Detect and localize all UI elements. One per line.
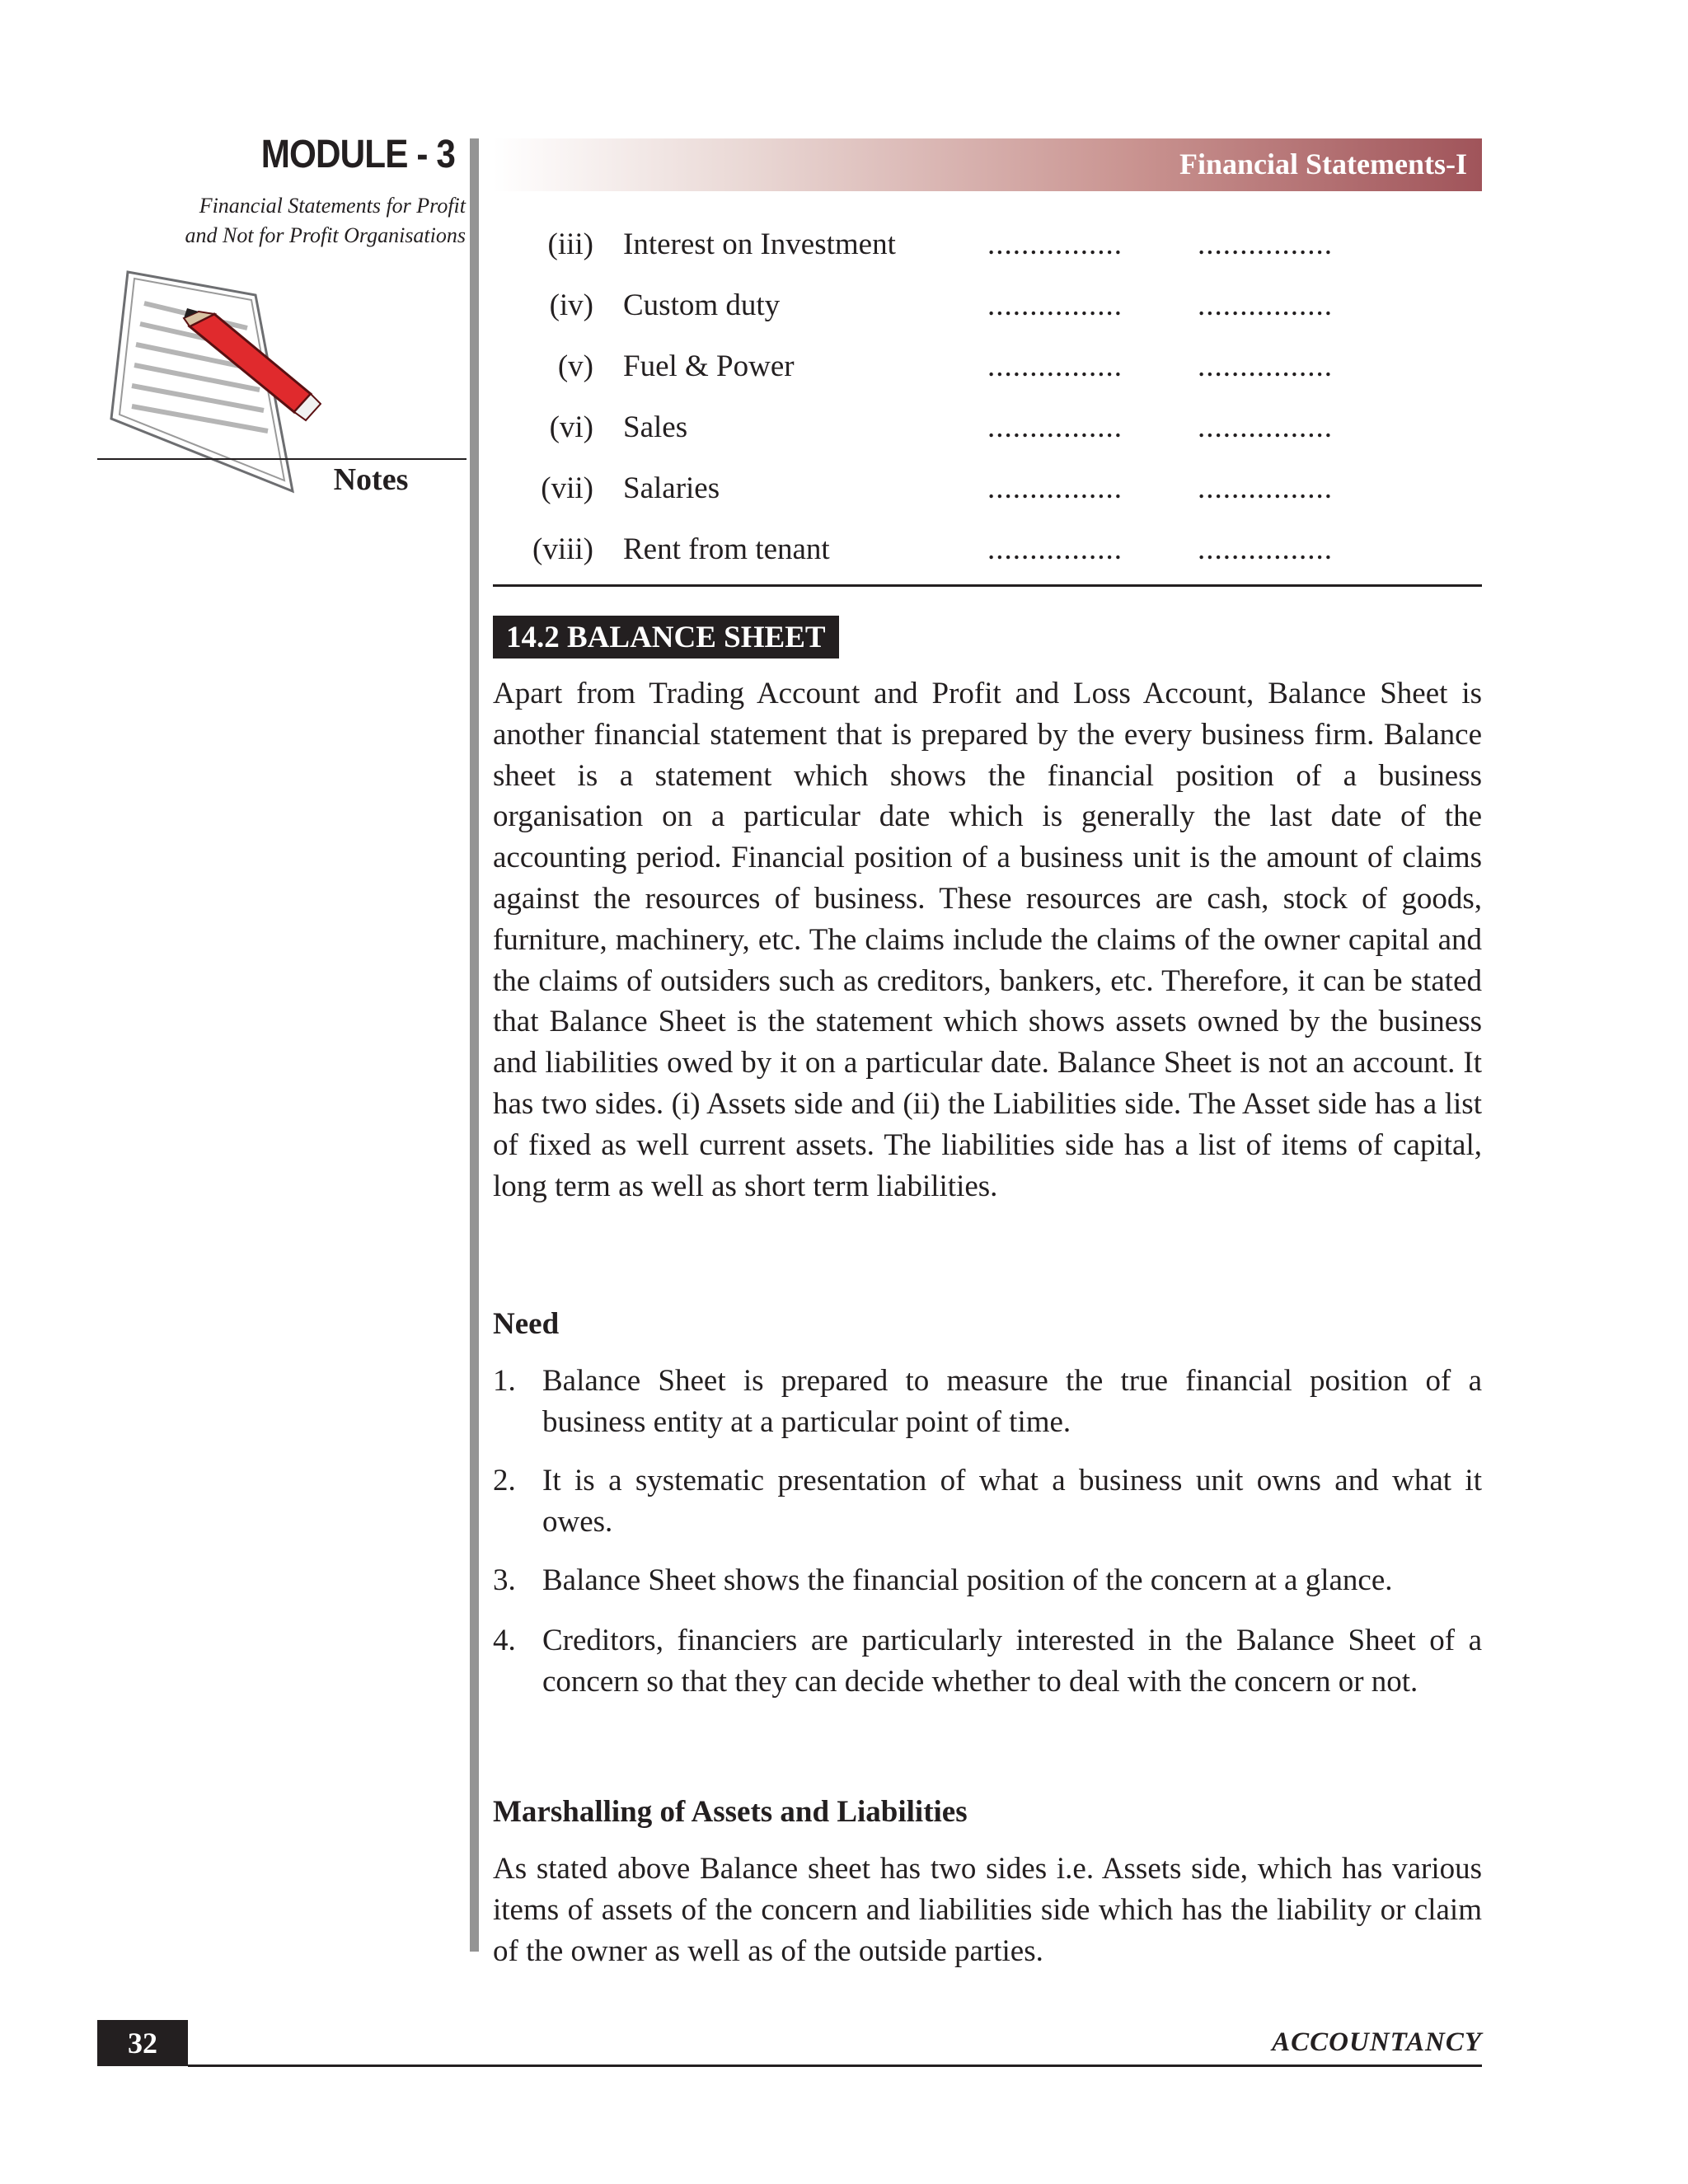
question-number: (viii) — [532, 532, 593, 566]
question-number: (iii) — [547, 227, 593, 261]
answer-blank: ................ — [1198, 288, 1333, 322]
need-heading: Need — [493, 1307, 560, 1341]
margin-rule — [470, 138, 479, 1952]
footer-subject: ACCOUNTANCY — [1272, 2027, 1482, 2057]
notes-divider — [97, 458, 467, 460]
question-text: Salaries — [623, 471, 720, 505]
question-number: (iv) — [549, 288, 593, 322]
question-row — [493, 342, 1482, 391]
question-text: Custom duty — [623, 288, 781, 322]
answer-blank: ................ — [1198, 410, 1333, 444]
answer-blank: ................ — [1198, 532, 1333, 566]
answer-blank: ................ — [987, 410, 1123, 444]
module-subtitle — [99, 191, 466, 251]
answer-blank: ................ — [987, 532, 1123, 566]
section-heading: 14.2 BALANCE SHEET — [493, 616, 839, 658]
question-row — [493, 220, 1482, 269]
question-row — [493, 464, 1482, 513]
list-text: It is a systematic presentation of what a business unit owns and what it owes. — [542, 1464, 1482, 1539]
marshalling-heading: Marshalling of Assets and Liabilities — [493, 1795, 968, 1829]
question-row — [493, 525, 1482, 574]
answer-blank: ................ — [987, 288, 1123, 322]
page-number: 32 — [97, 2020, 188, 2066]
list-text: Balance Sheet shows the financial position of the concern at a glance. — [542, 1563, 1393, 1597]
notes-label: Notes — [333, 462, 409, 497]
question-number: (v) — [557, 349, 593, 383]
question-text: Sales — [623, 410, 688, 444]
marshalling-text: As stated above Balance sheet has two sides i.e. Assets side, which has various items of assets of the concern and liabilities side which has the liability or claim of the owner as well as of the outside parties. — [493, 1852, 1482, 1968]
balance-sheet-intro: Apart from Trading Account and Profit and Loss Account, Balance Sheet is another financial statement that is prepared by the every business firm. Balance sheet is a statement which shows the financial position of a business organisation on a particular date which is generally the last date of the accounting period. Financial position of a business unit is the amount of claims against the resources of business. These resources are cash, stock of goods, furniture, machinery, etc. The claims include the claims of the owner capital and the claims of outsiders such as creditors, bankers, etc. Therefore, it can be stated that Balance Sheet is the statement which shows assets owned by the business and liabilities owed by it on a particular date. Balance Sheet is not an account. It has two sides. (i) Assets side and (ii) the Liabilities side. The Asset side has a list of fixed as well current assets. The liabilities side has a list of items of capital, long term as well as short term liabilities. — [493, 677, 1482, 1203]
question-row — [493, 403, 1482, 452]
header-title: Financial Statements-I — [1179, 148, 1467, 180]
module-title: MODULE - 3 — [260, 133, 455, 176]
list-number: 4. — [493, 1624, 516, 1657]
module-subtitle-line2: and Not for Profit Organisations — [185, 223, 466, 247]
notes-pencil-icon — [95, 262, 321, 501]
answer-blank: ................ — [1198, 471, 1333, 505]
question-text: Interest on Investment — [623, 227, 896, 261]
section-divider — [493, 584, 1482, 587]
answer-blank: ................ — [987, 227, 1123, 261]
list-number: 1. — [493, 1364, 516, 1398]
footer-rule — [188, 2064, 1482, 2067]
answer-blank: ................ — [987, 349, 1123, 383]
answer-blank: ................ — [1198, 349, 1333, 383]
question-text: Fuel & Power — [623, 349, 795, 383]
list-text: Balance Sheet is prepared to measure the true financial position of a business entity at a particular point of time. — [542, 1364, 1482, 1439]
answer-blank: ................ — [987, 471, 1123, 505]
question-text: Rent from tenant — [623, 532, 830, 566]
answer-blank: ................ — [1198, 227, 1333, 261]
question-number: (vii) — [541, 471, 593, 505]
question-row — [493, 281, 1482, 330]
list-number: 3. — [493, 1563, 516, 1597]
list-number: 2. — [493, 1464, 516, 1497]
module-subtitle-line1: Financial Statements for Profit — [199, 194, 466, 218]
list-text: Creditors, financiers are particularly interested in the Balance Sheet of a concern so that they can decide whether to deal with the concern or not. — [542, 1624, 1482, 1699]
question-number: (vi) — [549, 410, 593, 444]
